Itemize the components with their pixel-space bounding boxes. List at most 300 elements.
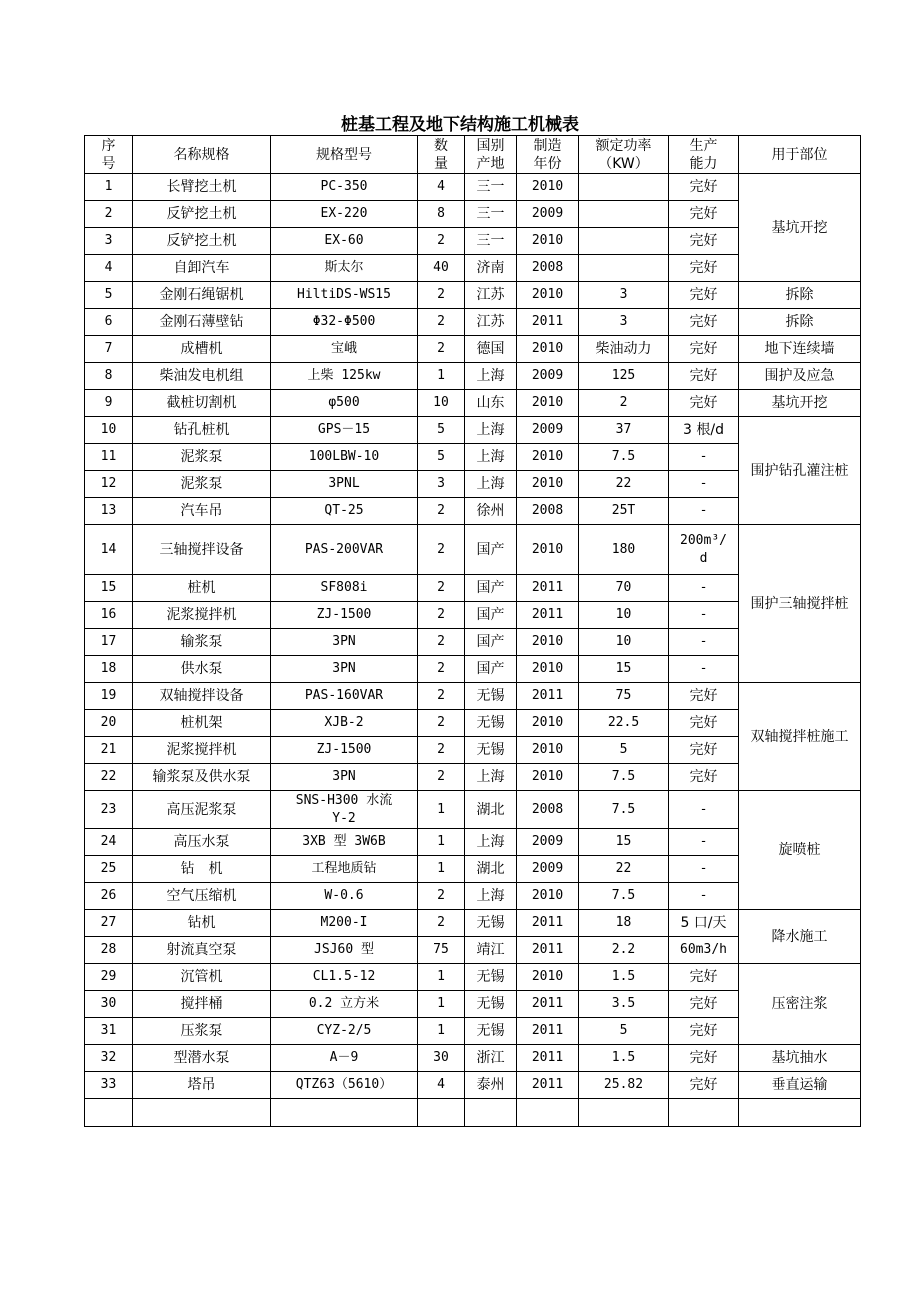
cell-no: 29: [85, 964, 133, 991]
cell-model: QTZ63（5610）: [271, 1072, 418, 1099]
cell-no: 25: [85, 856, 133, 883]
cell-model: EX-60: [271, 228, 418, 255]
cell-qty: 8: [418, 201, 465, 228]
cell-power: 2: [579, 390, 669, 417]
cell-origin: 山东: [465, 390, 517, 417]
cell-no: 16: [85, 602, 133, 629]
cell-model: EX-220: [271, 201, 418, 228]
cell-power: 3: [579, 309, 669, 336]
cell-empty: [418, 1099, 465, 1127]
table-row: [85, 390, 861, 417]
cell-year: 2011: [517, 1045, 579, 1072]
header-usage: 用于部位: [739, 136, 861, 174]
cell-capacity: 完好: [669, 363, 739, 390]
cell-year: 2010: [517, 737, 579, 764]
cell-power: 22: [579, 856, 669, 883]
cell-power: 180: [579, 525, 669, 575]
cell-model: PC-350: [271, 174, 418, 201]
cell-capacity: -: [669, 471, 739, 498]
cell-no: 15: [85, 575, 133, 602]
cell-power: 22: [579, 471, 669, 498]
cell-no: 2: [85, 201, 133, 228]
cell-qty: 75: [418, 937, 465, 964]
cell-year: 2010: [517, 629, 579, 656]
cell-capacity: 完好: [669, 991, 739, 1018]
cell-year: 2008: [517, 255, 579, 282]
cell-no: 28: [85, 937, 133, 964]
cell-qty: 4: [418, 1072, 465, 1099]
cell-name: 射流真空泵: [133, 937, 271, 964]
cell-empty: [669, 1099, 739, 1127]
table-title: 桩基工程及地下结构施工机械表: [341, 115, 579, 135]
cell-name: 高压泥浆泵: [133, 791, 271, 829]
cell-origin: 上海: [465, 883, 517, 910]
cell-power: 3: [579, 282, 669, 309]
header-origin: 国别 产地: [465, 136, 517, 174]
cell-capacity: -: [669, 883, 739, 910]
cell-power: 75: [579, 683, 669, 710]
cell-qty: 2: [418, 683, 465, 710]
cell-origin: 湖北: [465, 856, 517, 883]
cell-origin: 无锡: [465, 683, 517, 710]
cell-capacity: -: [669, 602, 739, 629]
table-row: [85, 174, 861, 201]
cell-qty: 2: [418, 883, 465, 910]
cell-year: 2011: [517, 937, 579, 964]
cell-power: 2.2: [579, 937, 669, 964]
cell-capacity: 完好: [669, 1072, 739, 1099]
cell-name: 柴油发电机组: [133, 363, 271, 390]
cell-no: 23: [85, 791, 133, 829]
table-row: [85, 363, 861, 390]
cell-model: 斯太尔: [271, 255, 418, 282]
table-row: [85, 1045, 861, 1072]
cell-no: 19: [85, 683, 133, 710]
header-row: [85, 136, 861, 174]
cell-name: 钻机: [133, 910, 271, 937]
cell-usage: 压密注浆: [739, 964, 861, 1045]
cell-no: 6: [85, 309, 133, 336]
header-year: 制造 年份: [517, 136, 579, 174]
cell-year: 2011: [517, 1072, 579, 1099]
cell-origin: 无锡: [465, 1018, 517, 1045]
cell-no: 7: [85, 336, 133, 363]
cell-year: 2009: [517, 201, 579, 228]
cell-empty: [517, 1099, 579, 1127]
cell-year: 2010: [517, 282, 579, 309]
cell-usage: 垂直运输: [739, 1072, 861, 1099]
cell-capacity: 完好: [669, 309, 739, 336]
cell-qty: 1: [418, 964, 465, 991]
cell-qty: 2: [418, 764, 465, 791]
table-row: [85, 1072, 861, 1099]
cell-qty: 2: [418, 336, 465, 363]
cell-year: 2008: [517, 498, 579, 525]
cell-capacity: 完好: [669, 390, 739, 417]
cell-qty: 2: [418, 228, 465, 255]
cell-origin: 上海: [465, 363, 517, 390]
cell-power: 7.5: [579, 791, 669, 829]
cell-qty: 2: [418, 656, 465, 683]
table-row: [85, 336, 861, 363]
cell-capacity: -: [669, 856, 739, 883]
cell-capacity: 完好: [669, 737, 739, 764]
cell-no: 8: [85, 363, 133, 390]
cell-power: 15: [579, 656, 669, 683]
cell-power: 25.82: [579, 1072, 669, 1099]
cell-model: ZJ-1500: [271, 602, 418, 629]
cell-name: 三轴搅拌设备: [133, 525, 271, 575]
cell-model: 3PN: [271, 764, 418, 791]
cell-name: 输浆泵及供水泵: [133, 764, 271, 791]
cell-model: PAS-160VAR: [271, 683, 418, 710]
cell-no: 17: [85, 629, 133, 656]
cell-capacity: -: [669, 791, 739, 829]
cell-origin: 上海: [465, 764, 517, 791]
cell-qty: 2: [418, 309, 465, 336]
cell-origin: 泰州: [465, 1072, 517, 1099]
cell-year: 2010: [517, 764, 579, 791]
cell-capacity: 完好: [669, 764, 739, 791]
cell-origin: 上海: [465, 444, 517, 471]
cell-capacity: 完好: [669, 174, 739, 201]
cell-capacity: 完好: [669, 282, 739, 309]
cell-origin: 国产: [465, 602, 517, 629]
cell-usage: 围护及应急: [739, 363, 861, 390]
cell-origin: 靖江: [465, 937, 517, 964]
cell-origin: 济南: [465, 255, 517, 282]
cell-no: 10: [85, 417, 133, 444]
cell-year: 2011: [517, 602, 579, 629]
cell-capacity: 完好: [669, 201, 739, 228]
cell-year: 2010: [517, 710, 579, 737]
cell-no: 5: [85, 282, 133, 309]
cell-name: 汽车吊: [133, 498, 271, 525]
cell-year: 2010: [517, 444, 579, 471]
cell-qty: 2: [418, 498, 465, 525]
cell-name: 空气压缩机: [133, 883, 271, 910]
cell-no: 24: [85, 829, 133, 856]
cell-name: 截桩切割机: [133, 390, 271, 417]
cell-model: M200-I: [271, 910, 418, 937]
cell-empty: [739, 1099, 861, 1127]
cell-name: 桩机: [133, 575, 271, 602]
cell-qty: 2: [418, 629, 465, 656]
cell-power: 15: [579, 829, 669, 856]
table-row: [85, 282, 861, 309]
cell-power: [579, 201, 669, 228]
cell-capacity: 完好: [669, 683, 739, 710]
cell-year: 2010: [517, 390, 579, 417]
cell-origin: 无锡: [465, 710, 517, 737]
cell-model: 上柴 125kw: [271, 363, 418, 390]
cell-name: 泥浆搅拌机: [133, 737, 271, 764]
cell-power: 37: [579, 417, 669, 444]
cell-name: 型潜水泵: [133, 1045, 271, 1072]
cell-capacity: -: [669, 829, 739, 856]
table-row: [85, 791, 861, 829]
cell-year: 2009: [517, 856, 579, 883]
cell-name: 成槽机: [133, 336, 271, 363]
cell-year: 2010: [517, 228, 579, 255]
cell-model: 100LBW-10: [271, 444, 418, 471]
header-name: 名称规格: [133, 136, 271, 174]
cell-qty: 10: [418, 390, 465, 417]
cell-no: 21: [85, 737, 133, 764]
cell-model: Φ32-Φ500: [271, 309, 418, 336]
cell-name: 供水泵: [133, 656, 271, 683]
cell-capacity: -: [669, 444, 739, 471]
cell-usage: 拆除: [739, 282, 861, 309]
cell-origin: 三一: [465, 228, 517, 255]
cell-origin: 国产: [465, 525, 517, 575]
cell-name: 泥浆泵: [133, 471, 271, 498]
cell-name: 反铲挖土机: [133, 228, 271, 255]
cell-qty: 3: [418, 471, 465, 498]
cell-year: 2011: [517, 1018, 579, 1045]
cell-name: 反铲挖土机: [133, 201, 271, 228]
cell-origin: 江苏: [465, 282, 517, 309]
cell-name: 钻 机: [133, 856, 271, 883]
cell-usage: 降水施工: [739, 910, 861, 964]
cell-capacity: 完好: [669, 336, 739, 363]
cell-qty: 2: [418, 910, 465, 937]
cell-year: 2011: [517, 910, 579, 937]
cell-model: CYZ-2/5: [271, 1018, 418, 1045]
cell-power: 7.5: [579, 444, 669, 471]
cell-year: 2010: [517, 883, 579, 910]
cell-year: 2010: [517, 964, 579, 991]
cell-origin: 上海: [465, 471, 517, 498]
cell-no: 3: [85, 228, 133, 255]
cell-model: 0.2 立方米: [271, 991, 418, 1018]
cell-year: 2011: [517, 683, 579, 710]
cell-model: 3PNL: [271, 471, 418, 498]
cell-power: 125: [579, 363, 669, 390]
cell-name: 压浆泵: [133, 1018, 271, 1045]
cell-model: 3XB 型 3W6B: [271, 829, 418, 856]
cell-name: 金刚石绳锯机: [133, 282, 271, 309]
cell-capacity: -: [669, 498, 739, 525]
cell-qty: 1: [418, 856, 465, 883]
cell-no: 13: [85, 498, 133, 525]
cell-no: 32: [85, 1045, 133, 1072]
cell-capacity: 200m³/ d: [669, 525, 739, 575]
cell-year: 2010: [517, 174, 579, 201]
cell-usage: 旋喷桩: [739, 791, 861, 910]
header-model: 规格型号: [271, 136, 418, 174]
cell-origin: 无锡: [465, 991, 517, 1018]
cell-power: [579, 255, 669, 282]
cell-qty: 40: [418, 255, 465, 282]
cell-origin: 徐州: [465, 498, 517, 525]
cell-year: 2011: [517, 991, 579, 1018]
cell-name: 金刚石薄壁钻: [133, 309, 271, 336]
cell-model: QT-25: [271, 498, 418, 525]
cell-qty: 1: [418, 363, 465, 390]
cell-usage: 围护钻孔灌注桩: [739, 417, 861, 525]
cell-power: 1.5: [579, 1045, 669, 1072]
cell-power: 22.5: [579, 710, 669, 737]
cell-origin: 国产: [465, 575, 517, 602]
cell-model: GPS－15: [271, 417, 418, 444]
cell-empty: [271, 1099, 418, 1127]
cell-qty: 2: [418, 282, 465, 309]
cell-model: 宝峨: [271, 336, 418, 363]
cell-model: 3PN: [271, 656, 418, 683]
cell-year: 2010: [517, 336, 579, 363]
cell-name: 双轴搅拌设备: [133, 683, 271, 710]
cell-model: SNS-H300 水流 Y-2: [271, 791, 418, 829]
cell-power: 1.5: [579, 964, 669, 991]
cell-capacity: 完好: [669, 255, 739, 282]
cell-name: 钻孔桩机: [133, 417, 271, 444]
table-row: [85, 417, 861, 444]
header-qty: 数 量: [418, 136, 465, 174]
cell-year: 2011: [517, 575, 579, 602]
cell-name: 桩机架: [133, 710, 271, 737]
cell-power: 25T: [579, 498, 669, 525]
cell-origin: 无锡: [465, 964, 517, 991]
cell-name: 泥浆泵: [133, 444, 271, 471]
machinery-table: [84, 135, 861, 1127]
cell-power: 3.5: [579, 991, 669, 1018]
cell-origin: 无锡: [465, 737, 517, 764]
cell-model: 3PN: [271, 629, 418, 656]
cell-model: XJB-2: [271, 710, 418, 737]
cell-usage: 基坑抽水: [739, 1045, 861, 1072]
cell-name: 高压水泵: [133, 829, 271, 856]
cell-qty: 5: [418, 417, 465, 444]
cell-year: 2009: [517, 363, 579, 390]
cell-no: 27: [85, 910, 133, 937]
cell-power: 18: [579, 910, 669, 937]
table-row: [85, 910, 861, 937]
cell-origin: 江苏: [465, 309, 517, 336]
cell-empty: [85, 1099, 133, 1127]
cell-power: 7.5: [579, 764, 669, 791]
cell-power: 10: [579, 629, 669, 656]
cell-origin: 湖北: [465, 791, 517, 829]
cell-capacity: 60m3/h: [669, 937, 739, 964]
cell-origin: 上海: [465, 829, 517, 856]
cell-year: 2009: [517, 417, 579, 444]
cell-power: 5: [579, 737, 669, 764]
cell-origin: 无锡: [465, 910, 517, 937]
cell-capacity: -: [669, 629, 739, 656]
cell-no: 22: [85, 764, 133, 791]
cell-usage: 双轴搅拌桩施工: [739, 683, 861, 791]
cell-power: 柴油动力: [579, 336, 669, 363]
cell-year: 2010: [517, 525, 579, 575]
cell-no: 26: [85, 883, 133, 910]
cell-capacity: 完好: [669, 1018, 739, 1045]
cell-capacity: 完好: [669, 710, 739, 737]
cell-year: 2010: [517, 656, 579, 683]
cell-name: 输浆泵: [133, 629, 271, 656]
cell-usage: 拆除: [739, 309, 861, 336]
cell-qty: 5: [418, 444, 465, 471]
cell-model: A－9: [271, 1045, 418, 1072]
cell-no: 14: [85, 525, 133, 575]
cell-capacity: 完好: [669, 964, 739, 991]
cell-usage: 围护三轴搅拌桩: [739, 525, 861, 683]
cell-qty: 2: [418, 737, 465, 764]
cell-qty: 30: [418, 1045, 465, 1072]
cell-capacity: 完好: [669, 1045, 739, 1072]
cell-model: φ500: [271, 390, 418, 417]
cell-year: 2008: [517, 791, 579, 829]
cell-qty: 1: [418, 791, 465, 829]
cell-no: 20: [85, 710, 133, 737]
cell-no: 33: [85, 1072, 133, 1099]
cell-year: 2010: [517, 471, 579, 498]
cell-origin: 上海: [465, 417, 517, 444]
cell-power: 5: [579, 1018, 669, 1045]
cell-model: CL1.5-12: [271, 964, 418, 991]
cell-qty: 1: [418, 1018, 465, 1045]
cell-qty: 2: [418, 575, 465, 602]
cell-empty: [579, 1099, 669, 1127]
cell-no: 31: [85, 1018, 133, 1045]
cell-capacity: 5 口/天: [669, 910, 739, 937]
cell-qty: 2: [418, 710, 465, 737]
cell-name: 自卸汽车: [133, 255, 271, 282]
cell-origin: 德国: [465, 336, 517, 363]
cell-year: 2009: [517, 829, 579, 856]
cell-name: 塔吊: [133, 1072, 271, 1099]
cell-usage: 地下连续墙: [739, 336, 861, 363]
cell-model: 工程地质钻: [271, 856, 418, 883]
table-row: [85, 683, 861, 710]
cell-no: 30: [85, 991, 133, 1018]
cell-model: PAS-200VAR: [271, 525, 418, 575]
table-row: [85, 964, 861, 991]
cell-usage: 基坑开挖: [739, 390, 861, 417]
cell-capacity: 3 根/d: [669, 417, 739, 444]
table-row: [85, 525, 861, 575]
header-capacity: 生产 能力: [669, 136, 739, 174]
cell-power: 10: [579, 602, 669, 629]
cell-empty: [133, 1099, 271, 1127]
cell-qty: 1: [418, 829, 465, 856]
cell-model: W-0.6: [271, 883, 418, 910]
header-power: 额定功率 （KW）: [579, 136, 669, 174]
cell-no: 12: [85, 471, 133, 498]
table-row: [85, 309, 861, 336]
cell-usage: 基坑开挖: [739, 174, 861, 282]
cell-power: 70: [579, 575, 669, 602]
cell-name: 泥浆搅拌机: [133, 602, 271, 629]
cell-origin: 三一: [465, 174, 517, 201]
cell-name: 沉管机: [133, 964, 271, 991]
cell-power: [579, 174, 669, 201]
cell-qty: 4: [418, 174, 465, 201]
cell-capacity: -: [669, 656, 739, 683]
cell-no: 11: [85, 444, 133, 471]
cell-qty: 1: [418, 991, 465, 1018]
cell-origin: 三一: [465, 201, 517, 228]
cell-empty: [465, 1099, 517, 1127]
cell-year: 2011: [517, 309, 579, 336]
cell-no: 1: [85, 174, 133, 201]
cell-no: 18: [85, 656, 133, 683]
cell-no: 4: [85, 255, 133, 282]
cell-name: 长臂挖土机: [133, 174, 271, 201]
cell-name: 搅拌桶: [133, 991, 271, 1018]
cell-no: 9: [85, 390, 133, 417]
cell-origin: 国产: [465, 629, 517, 656]
